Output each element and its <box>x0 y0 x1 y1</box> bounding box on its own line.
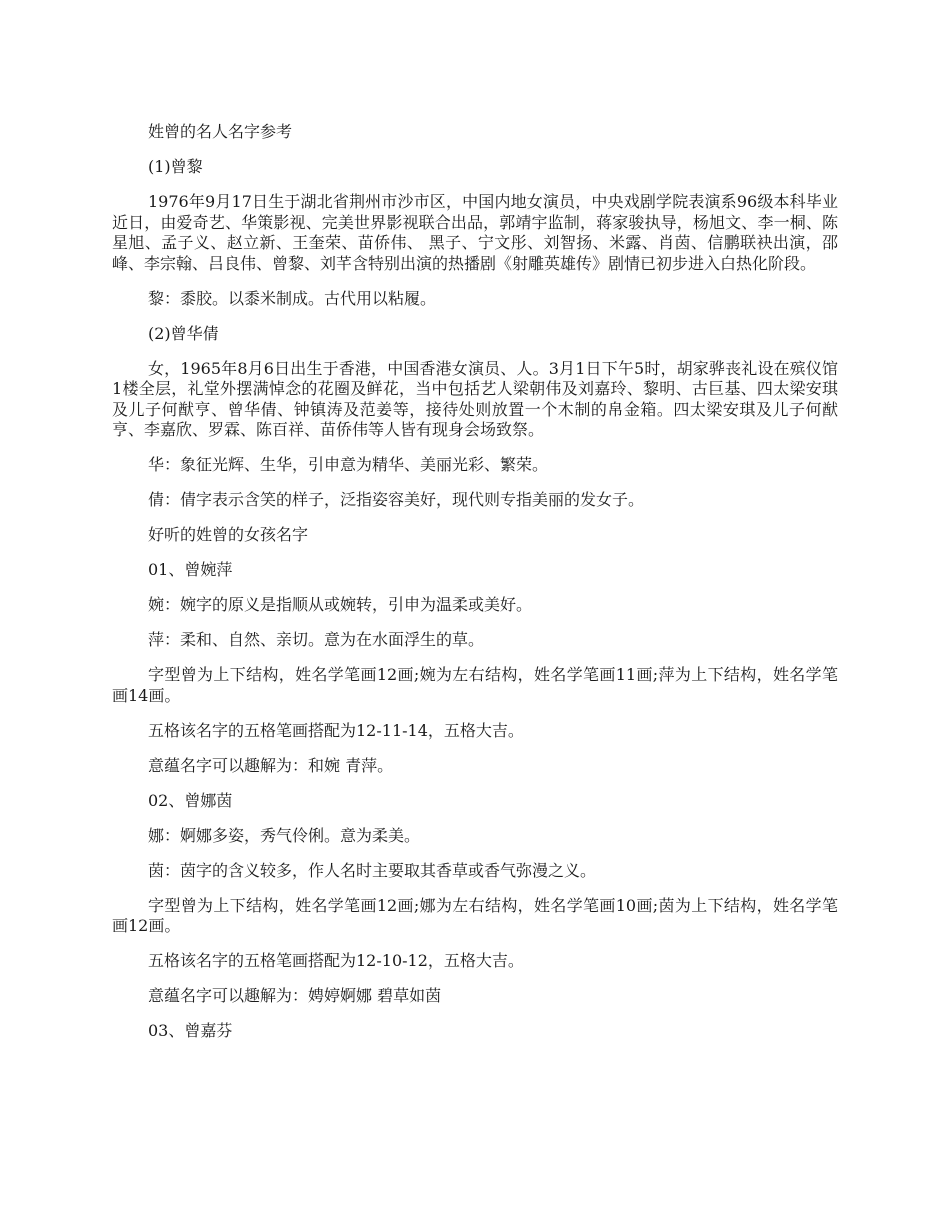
name-heading-zeng-li: (1)曾黎 <box>148 157 203 176</box>
name-heading-01: 01、曾婉萍 <box>148 560 233 579</box>
paragraph-zeng-huaqian-bio: 女，1965年8月6日出生于香港，中国香港女演员、人。3月1日下午5时，胡家骅丧礼设在殡仪馆1楼全层，礼堂外摆满悼念的花圈及鲜花，当中包括艺人梁朝伟及刘嘉玲、黎明、古巨基、四太梁安琪及儿子何猷亨、曾华倩、钟镇涛及范姜等，接待处则放置一个木制的帛金箱。四太梁安琪及儿子何猷亨、李嘉欣、罗霖、陈百祥、苗侨伟等人皆有现身会场致祭。 <box>112 358 838 439</box>
section-heading-celebrities: 姓曾的名人名字参考 <box>148 122 293 141</box>
paragraph-wan-meaning: 婉：婉字的原义是指顺从或婉转，引申为温柔或美好。 <box>148 595 533 614</box>
paragraph-ping-meaning: 萍：柔和、自然、亲切。意为在水面浮生的草。 <box>148 630 485 649</box>
section-heading-girl-names: 好听的姓曾的女孩名字 <box>148 525 309 544</box>
name-heading-02: 02、曾娜茵 <box>148 790 233 810</box>
paragraph-02-wuge: 五格该名字的五格笔画搭配为12-10-12，五格大吉。 <box>148 951 524 970</box>
paragraph-li-meaning: 黎：黍胶。以黍米制成。古代用以粘履。 <box>148 288 437 308</box>
paragraph-02-meaning: 意蕴名字可以趣解为：娉婷婀娜 碧草如茵 <box>148 986 442 1005</box>
paragraph-na-meaning: 娜：婀娜多姿，秀气伶俐。意为柔美。 <box>148 825 421 845</box>
paragraph-01-meaning: 意蕴名字可以趣解为：和婉 青萍。 <box>148 755 394 775</box>
name-heading-03: 03、曾嘉芬 <box>148 1021 233 1040</box>
paragraph-zeng-li-bio: 1976年9月17日生于湖北省荆州市沙市区，中国内地女演员，中央戏剧学院表演系96级本科毕业近日，由爱奇艺、华策影视、完美世界影视联合出品，郭靖宇监制，蒋家骏执导，杨旭文、李一桐、陈星旭、孟子义、赵立新、王奎荣、苗侨伟、 黑子、宁文彤、刘智扬、米露、肖茵、信鹏联袂出演，邵峰、李宗翰、吕良伟、曾黎、刘芊含特别出演的热播剧《射雕英雄传》剧情已初步进入白热化阶段。 <box>112 192 838 273</box>
paragraph-02-structure: 字型曾为上下结构，姓名学笔画12画;娜为左右结构，姓名学笔画10画;茵为上下结构，姓名学笔画12画。 <box>112 895 838 935</box>
paragraph-01-structure: 字型曾为上下结构，姓名学笔画12画;婉为左右结构，姓名学笔画11画;萍为上下结构，姓名学笔画14画。 <box>112 665 838 705</box>
paragraph-hua-meaning: 华：象征光辉、生华，引申意为精华、美丽光彩、繁荣。 <box>148 455 549 474</box>
paragraph-yin-meaning: 茵：茵字的含义较多，作人名时主要取其香草或香气弥漫之义。 <box>148 860 597 880</box>
paragraph-qian-meaning: 倩：倩字表示含笑的样子，泛指姿容美好，现代则专指美丽的发女子。 <box>148 490 645 509</box>
paragraph-01-wuge: 五格该名字的五格笔画搭配为12-11-14，五格大吉。 <box>148 720 524 740</box>
document-page <box>112 122 838 1056</box>
name-heading-zeng-huaqian: (2)曾华倩 <box>148 323 219 343</box>
